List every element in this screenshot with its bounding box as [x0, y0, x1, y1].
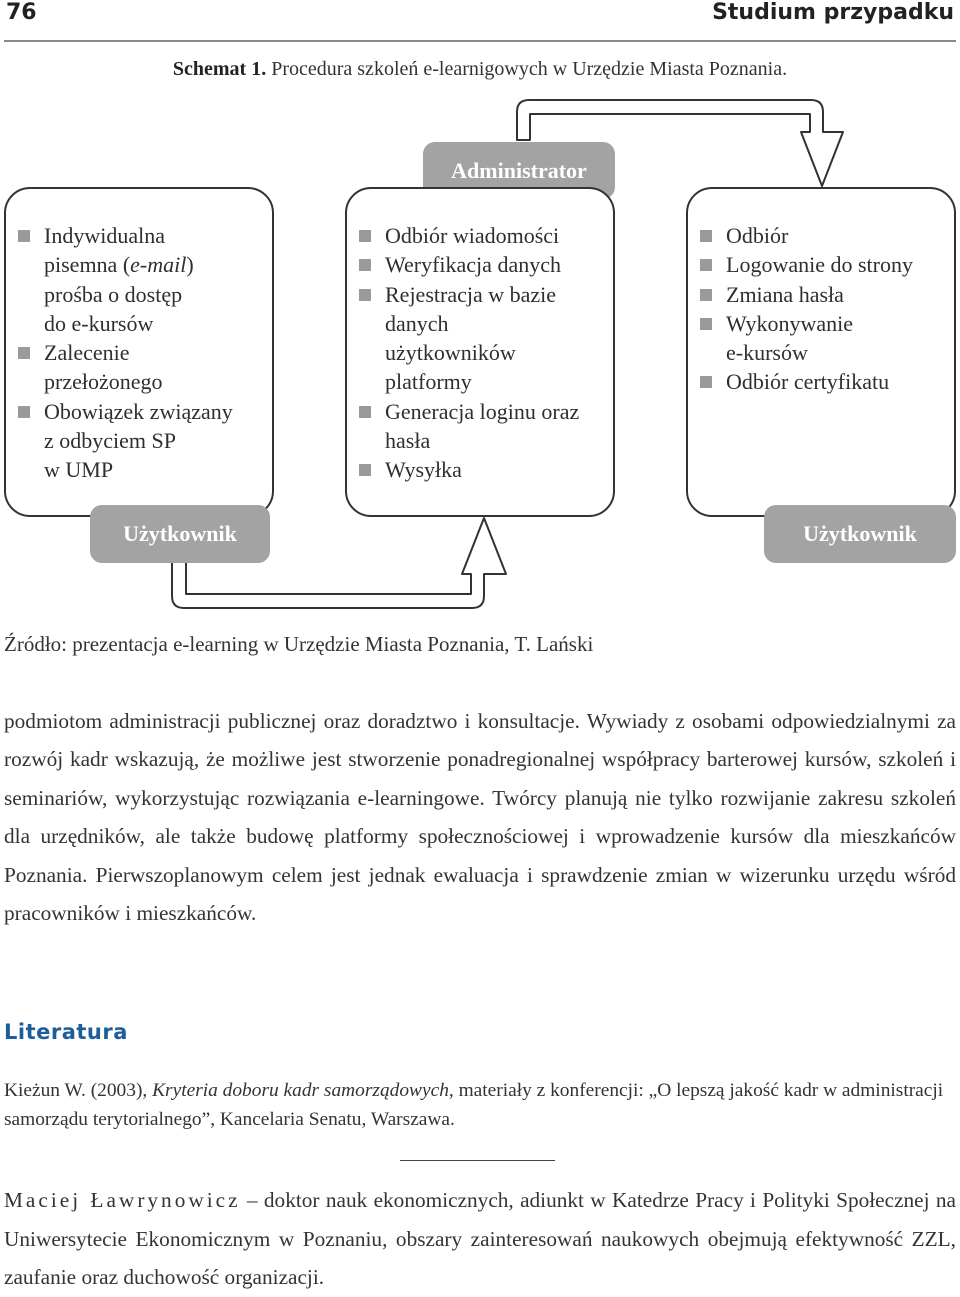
- reference-title: Kryteria doboru kadr samorządowych: [152, 1080, 449, 1101]
- square-bullet-icon: [359, 230, 371, 242]
- square-bullet-icon: [700, 230, 712, 242]
- square-bullet-icon: [700, 259, 712, 271]
- square-bullet-icon: [359, 464, 371, 476]
- square-bullet-icon: [700, 376, 712, 388]
- user-label-left: Użytkownik: [90, 505, 270, 563]
- square-bullet-icon: [359, 289, 371, 301]
- square-bullet-icon: [18, 347, 30, 359]
- list-item: Zalecenie przełożonego: [14, 338, 272, 397]
- request-box: [4, 187, 274, 517]
- square-bullet-icon: [359, 406, 371, 418]
- body-paragraph: podmiotom administracji publicznej oraz doradztwo i konsultacje. Wywiady z osobami odpowiedzialnymi za rozwój kadr wskazują, że możliwe jest stworzenie ponadregionalnej współpracy barterowej kursów, szkoleń i seminariów, wykorzystując rozwiązania e-learningowe. Twórcy planują nie tylko rozwijanie zakresu szkoleń dla urzędników, ale także budowę platformy społecznościowej i wprowadzenie kursów dla mieszkańców Poznania. Pierwszoplanowym celem jest jednak ewaluacja i sprawdzenie zmian w wizerunku urzędu wśród pracowników i mieszkańców.: [4, 709, 956, 926]
- user-tasks-box: [686, 187, 956, 517]
- square-bullet-icon: [18, 406, 30, 418]
- list-item: Generacja loginu oraz hasła: [355, 397, 613, 456]
- author-bio: [4, 1181, 956, 1297]
- list-item: Zmiana hasła: [696, 280, 954, 309]
- author-name: Maciej Ławrynowicz: [4, 1188, 241, 1212]
- separator-rule: [400, 1160, 555, 1161]
- list-item: Logowanie do strony: [696, 250, 954, 279]
- bio-text: – doktor nauk ekonomicznych, adiunkt w Katedrze Pracy i Polityki Społecznej na Uniwersytecie Ekonomicznym w Poznaniu, obszary zainteresowań naukowych obejmują efektywność ZZL, zaufanie oraz duchowość organizacji.: [4, 1188, 956, 1289]
- section-title: Studium przypadku: [712, 0, 954, 25]
- list-item: Obowiązek związany z odbyciem SP w UMP: [14, 397, 272, 485]
- schema-label: Schemat 1.: [172, 58, 267, 80]
- square-bullet-icon: [18, 230, 30, 242]
- reference-entry: Kieżun W. (2003), Kryteria doboru kadr samorządowych, materiały z konferencji: „O lepszą jakość kadr w administracji samorządu terytorialnego”, Kancelaria Senatu, Warszawa.: [4, 1080, 944, 1130]
- list-item: Wykonywanie e-kursów: [696, 309, 954, 368]
- list-item: Rejestracja w bazie danych użytkowników platformy: [355, 280, 613, 397]
- figure-source: Źródło: prezentacja e-learning w Urzędzie Miasta Poznania, T. Lański: [4, 632, 594, 656]
- square-bullet-icon: [700, 289, 712, 301]
- administrator-label: Administrator: [423, 142, 615, 199]
- schema-caption: Procedura szkoleń e-learnigowych w Urzędzie Miasta Poznania.: [271, 58, 788, 80]
- user-label-right: Użytkownik: [764, 505, 956, 563]
- square-bullet-icon: [359, 259, 371, 271]
- list-item: Wysyłka: [355, 455, 613, 484]
- list-item: Odbiór: [696, 221, 954, 250]
- list-item: Weryfikacja danych: [355, 250, 613, 279]
- list-item: Indywidualna pisemna (e-mail) prośba o dostęp do e-kursów: [14, 221, 272, 338]
- page-number: 76: [6, 0, 37, 25]
- list-item: Odbiór wiadomości: [355, 221, 613, 250]
- administrator-tasks-box: [345, 187, 615, 517]
- square-bullet-icon: [700, 318, 712, 330]
- list-item: Odbiór certyfikatu: [696, 367, 954, 396]
- literature-heading: Literatura: [4, 1020, 128, 1044]
